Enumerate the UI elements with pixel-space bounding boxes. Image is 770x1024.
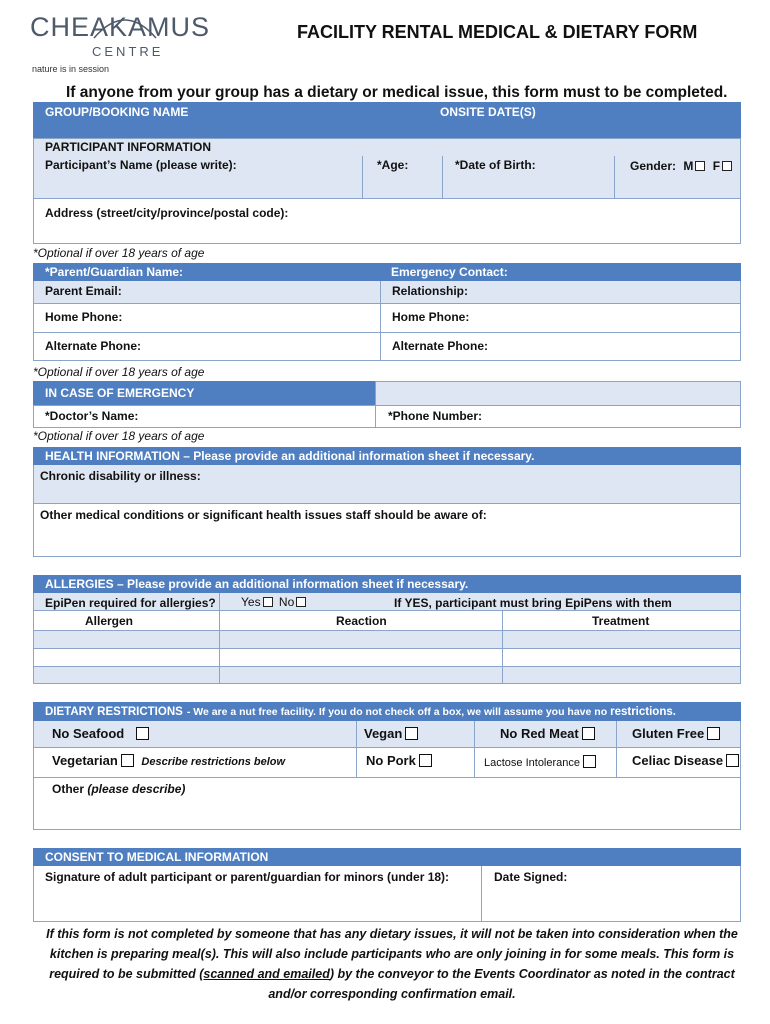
home-phone-field[interactable]: Home Phone: [45, 310, 123, 324]
booking-header [33, 102, 741, 138]
logo-name: CHEAKAMUS [30, 12, 211, 42]
allergies-header: ALLERGIES – Please provide an additional information sheet if necessary. [33, 575, 741, 593]
dietary-heading-tail: restrictions. [610, 705, 676, 718]
footer-part1: If this form is not completed by someone that has any dietary issues, it will not be taken into consideration when the kitchen is preparing meal(s). This will also include participants who are only joining in for some meals. This form is required to be submitted ( [46, 927, 738, 981]
optional-note: *Optional if over 18 years of age [33, 246, 205, 260]
vegetarian-label: Vegetarian [52, 753, 118, 768]
epipen-options [241, 595, 306, 609]
epipen-note: If YES, participant must bring EpiPens with them [394, 596, 672, 610]
form-notice: If anyone from your group has a dietary or medical issue, this form must to be completed. [66, 84, 728, 101]
epipen-no-checkbox[interactable] [296, 597, 306, 607]
emergency-contact-label: Emergency Contact: [391, 265, 508, 279]
form-title: FACILITY RENTAL MEDICAL & DIETARY FORM [297, 22, 698, 42]
other-dietary-hint: (please describe) [87, 782, 186, 796]
emergency-home-phone-field[interactable]: Home Phone: [392, 310, 470, 324]
no-pork-label: No Pork [366, 753, 416, 768]
emergency-header: IN CASE OF EMERGENCY [33, 381, 375, 405]
group-booking-label: GROUP/BOOKING NAME [45, 105, 189, 119]
logo-sub: CENTRE [92, 44, 164, 59]
vegan-option [364, 726, 418, 741]
footer-part2: ) by the conveyor to the Events Coordinator as noted in the contract and/or corresponding confirmation email. [268, 967, 735, 1001]
reaction-column-header: Reaction [336, 614, 387, 628]
footer-emphasis: scanned and emailed [203, 967, 330, 981]
no-seafood-label: No Seafood [52, 726, 125, 741]
dietary-header [33, 702, 741, 721]
guardian-name-label: *Parent/Guardian Name: [45, 265, 184, 279]
optional-note-2: *Optional if over 18 years of age [33, 365, 205, 379]
no-seafood-option [52, 726, 149, 741]
lactose-label: Lactose Intolerance [484, 757, 581, 769]
signature-field[interactable]: Signature of adult participant or parent/guardian for minors (under 18): [45, 870, 450, 884]
optional-note-3: *Optional if over 18 years of age [33, 429, 205, 443]
logo-tagline: nature is in session [32, 64, 110, 74]
vegetarian-checkbox[interactable] [121, 754, 134, 767]
describe-restrictions-note: Describe restrictions below [141, 756, 286, 768]
lactose-checkbox[interactable] [583, 755, 596, 768]
doctor-phone-field[interactable]: *Phone Number: [388, 409, 483, 423]
no-seafood-checkbox[interactable] [136, 727, 149, 740]
epipen-no-label: No [278, 595, 295, 609]
gender-label: Gender: [630, 159, 677, 173]
no-red-meat-option [500, 726, 595, 741]
gender-field [630, 159, 732, 173]
chronic-illness-field[interactable]: Chronic disability or illness: [40, 469, 201, 483]
celiac-label: Celiac Disease [632, 753, 724, 768]
gender-f-checkbox[interactable] [722, 161, 732, 171]
gender-m-checkbox[interactable] [695, 161, 705, 171]
epipen-label: EpiPen required for allergies? [45, 596, 216, 610]
celiac-option [632, 753, 739, 768]
date-signed-field[interactable]: Date Signed: [494, 870, 568, 884]
onsite-dates-label: ONSITE DATE(S) [440, 105, 536, 119]
dob-field[interactable]: *Date of Birth: [455, 158, 536, 172]
emergency-alternate-phone-field[interactable]: Alternate Phone: [392, 339, 489, 353]
gluten-free-checkbox[interactable] [707, 727, 720, 740]
gender-m-label: M [683, 159, 694, 173]
health-header: HEALTH INFORMATION – Please provide an additional information sheet if necessary. [33, 447, 741, 465]
gluten-free-option [632, 726, 720, 741]
no-pork-checkbox[interactable] [419, 754, 432, 767]
footer-notice [32, 924, 752, 1004]
alternate-phone-field[interactable]: Alternate Phone: [45, 339, 142, 353]
no-red-meat-label: No Red Meat [500, 726, 579, 741]
celiac-checkbox[interactable] [726, 754, 739, 767]
other-dietary-label: Other [52, 782, 85, 796]
gluten-free-label: Gluten Free [632, 726, 705, 741]
treatment-column-header: Treatment [592, 614, 650, 628]
participant-name-field[interactable]: Participant’s Name (please write): [45, 158, 237, 172]
dietary-heading-note: - We are a nut free facility. If you do not check off a box, we will assume you have no [186, 705, 608, 718]
consent-header: CONSENT TO MEDICAL INFORMATION [33, 848, 741, 866]
no-red-meat-checkbox[interactable] [582, 727, 595, 740]
parent-email-field[interactable]: Parent Email: [45, 284, 122, 298]
vegan-label: Vegan [364, 726, 403, 741]
relationship-field[interactable]: Relationship: [392, 284, 469, 298]
address-field[interactable]: Address (street/city/province/postal code): [45, 206, 289, 220]
age-field[interactable]: *Age: [377, 158, 409, 172]
other-dietary-field[interactable] [52, 782, 185, 796]
vegetarian-option [52, 753, 285, 768]
vegan-checkbox[interactable] [405, 727, 418, 740]
other-conditions-field[interactable]: Other medical conditions or significant health issues staff should be aware of: [40, 508, 487, 522]
cheakamus-logo [30, 12, 230, 78]
lactose-option [484, 755, 596, 769]
no-pork-option [366, 753, 432, 768]
doctor-name-field[interactable]: *Doctor’s Name: [45, 409, 139, 423]
allergen-column-header: Allergen [85, 614, 134, 628]
guardian-header [33, 263, 741, 281]
epipen-yes-label: Yes [241, 595, 261, 609]
epipen-yes-checkbox[interactable] [263, 597, 273, 607]
participant-heading: PARTICIPANT INFORMATION [45, 140, 211, 154]
gender-f-label: F [712, 159, 721, 173]
dietary-heading: DIETARY RESTRICTIONS [45, 705, 183, 718]
